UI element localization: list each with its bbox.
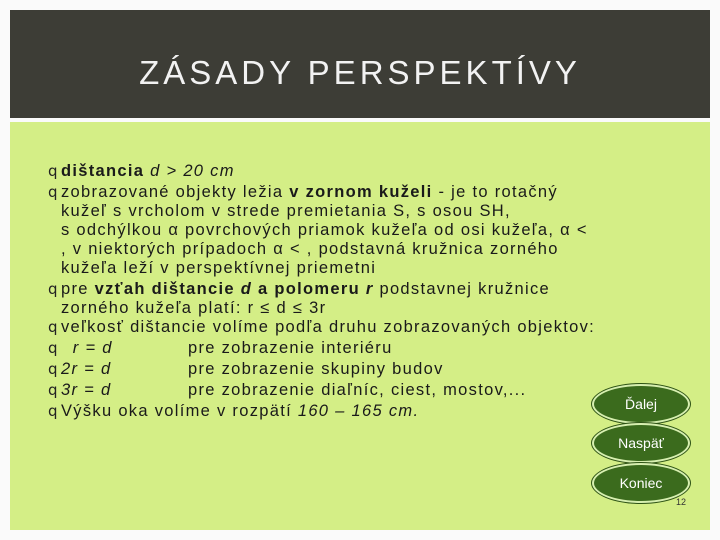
bullet-interior: q r = d pre zobrazenie interiéru (48, 339, 393, 357)
next-button[interactable]: Ďalej (592, 384, 690, 424)
q-bullet-icon: q (48, 339, 59, 357)
bullet-line: , v niektorých prípadoch α < , podstavná kružnica zorného (61, 240, 559, 258)
q-bullet-icon: q (48, 381, 59, 399)
bullet-objects-in-cone: q zobrazované objekty ležia v zornom kuželi - je to rotačný (48, 183, 558, 201)
bullet-roads: q 3r = d pre zobrazenie diaľníc, ciest, mostov,... (48, 381, 527, 399)
title-bar (10, 10, 710, 118)
bullet-list (48, 162, 698, 421)
slide-title: ZÁSADY PERSPEKTÍVY (139, 54, 581, 91)
q-bullet-icon: q (48, 318, 59, 336)
q-bullet-icon: q (48, 280, 59, 298)
bullet-line: kužeľa leží v perspektívnej priemetni (61, 259, 377, 277)
bullet-eye-height: q Výšku oka volíme v rozpätí 160 – 165 cm. (48, 402, 420, 420)
page-number: 12 (675, 497, 686, 507)
bullet-line: kužeľ s vrcholom v strede premietania S, s osou SH, (61, 202, 511, 220)
q-bullet-icon: q (48, 360, 59, 378)
end-button[interactable]: Koniec (592, 463, 690, 503)
bullet-distance: q dištancia d > 20 cm (48, 162, 235, 180)
bullet-line: s odchýlkou α povrchových priamok kužeľa od osi kužeľa, α < (61, 221, 588, 239)
bullet-choice: q veľkosť dištancie volíme podľa druhu zobrazovaných objektov: (48, 318, 596, 336)
bullet-relation: q pre vzťah dištancie d a polomeru r podstavnej kružnice (48, 280, 551, 298)
bullet-line: zorného kužeľa platí: r ≤ d ≤ 3r (61, 299, 327, 317)
back-button[interactable]: Naspäť (592, 423, 690, 463)
q-bullet-icon: q (48, 162, 59, 180)
q-bullet-icon: q (48, 183, 59, 201)
q-bullet-icon: q (48, 402, 59, 420)
title-divider (10, 118, 710, 122)
bullet-buildings: q 2r = d pre zobrazenie skupiny budov (48, 360, 444, 378)
